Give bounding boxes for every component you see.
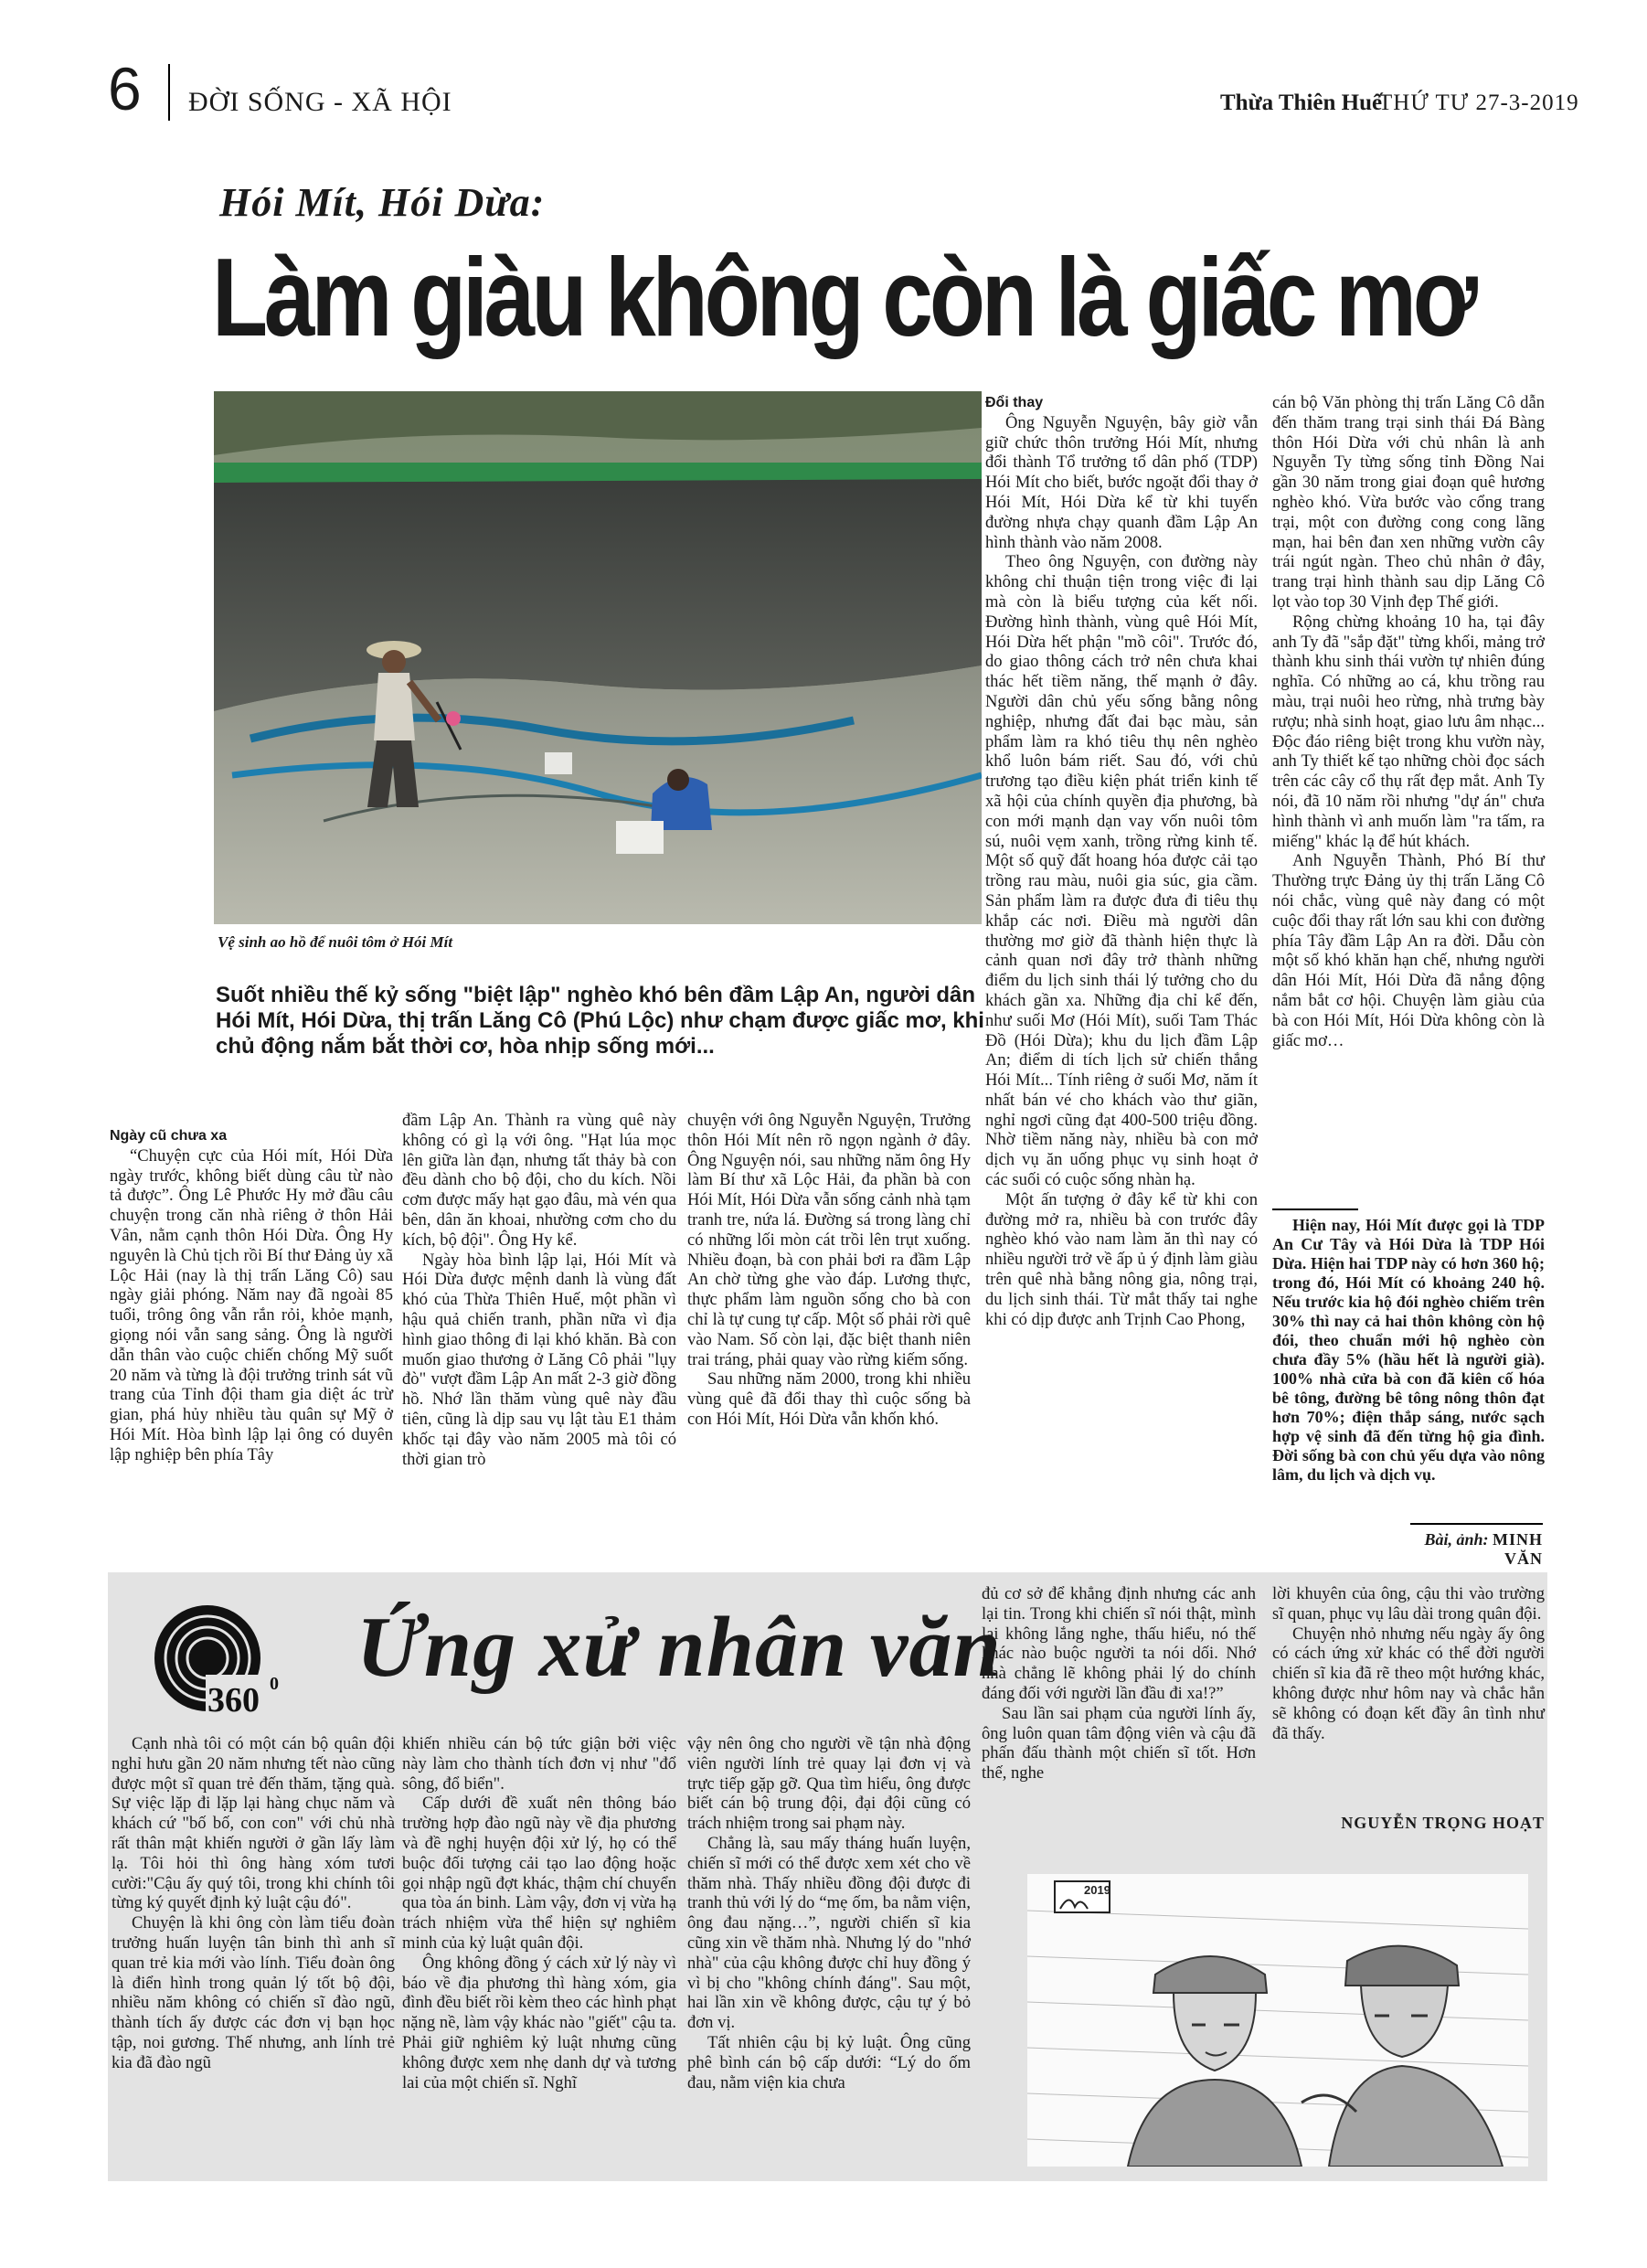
panel-title: Ứng xử nhân văn xyxy=(356,1600,1002,1695)
article-column-5 xyxy=(1272,393,1545,1050)
paragraph: khiến nhiều cán bộ tức giận bởi việc này làm cho thành tích đơn vị như "đổ sông, đổ biển". xyxy=(402,1734,676,1794)
article-photo xyxy=(214,391,982,924)
soldiers-illustration xyxy=(1027,1874,1528,2167)
paragraph: Chuyện nhỏ nhưng nếu ngày ấy ông có cách ứng xử khác có thể đời người chiến sĩ kia đã rẽ theo một hướng khác, không được như hôm nay và chắc hẳn sẽ không có đoạn kết đầy ân tình như đã thấy. xyxy=(1272,1624,1545,1743)
panel-column-3 xyxy=(687,1734,971,2092)
paragraph: Anh Nguyễn Thành, Phó Bí thư Thường trực Đảng ủy thị trấn Lăng Cô nói chắc, vùng quê này đang có một cuộc đổi thay rất lớn sau khi con đường phía Tây đầm Lập An ra đời. Dẫu còn một số khó khăn hạn chế, nhưng người dân Hói Mít, Hói Dừa đã nắng động nắm bắt cơ hội. Chuyện làm giàu của bà con Hói Mít, Hói Dừa không còn là giấc mơ… xyxy=(1272,851,1545,1050)
header-divider xyxy=(168,64,170,121)
paragraph: đầm Lập An. Thành ra vùng quê này không có gì lạ với ông. "Hạt lúa mọc lên giữa làn đạn, nhưng tất thảy bà con đều dành cho bộ đội, cho du kích. Nồi cơm được mấy hạt gạo đâu, mà vén qua bên, dân ăn khoai, nhường cơm cho du kích, bộ đội". Ông Hy kể. xyxy=(402,1111,676,1250)
article-byline xyxy=(1382,1530,1543,1569)
paragraph: Sau lần sai phạm của người lính ấy, ông luôn quan tâm động viên và cậu đã phấn đấu thành một chiến sĩ tốt. Hơn thế, nghe xyxy=(982,1703,1256,1784)
panel-column-1 xyxy=(112,1734,395,2073)
shrimp-pond-photo xyxy=(214,391,982,924)
subhead-doi-thay: Đổi thay xyxy=(985,395,1044,410)
byline-divider xyxy=(1410,1523,1543,1525)
newspaper-name: Thừa Thiên Huế xyxy=(1220,91,1383,115)
paragraph: Theo ông Nguyện, con đường này không chỉ thuận tiện trong việc đi lại mà còn là biểu tượng của kết nối. Đường hình thành, vùng quê Hói Mít, Hói Dừa hết phận "mồ côi". Trước đó, do giao thông cách trở nên chưa khai thác hết tiềm năng, thế mạnh ở đây. Người dân chủ yếu sống bằng nông nghiệp, nhưng đất đai bạc màu, sản phẩm làm ra khó tiêu thụ nên nghèo khổ luôn bám riết. Sau đó, với chủ trương tạo điều kiện phát triển kinh tế xã hội của chính quyền địa phương, bà con mới mạnh dạn vay vốn nuôi tôm sú, nuôi vẹm xanh, trồng rừng kinh tế. Một số quỹ đất hoang hóa được cải tạo trồng rau màu, nuôi gia súc, gia cầm. Sản phẩm làm ra được đưa đi tiêu thụ khắp các nơi. Điều mà người dân thường mơ giờ đã thành hiện thực là cảnh quan nơi đây trở thành những điểm du lịch sinh thái lý tưởng cho du khách gần xa. Những địa chỉ kể đến, như suối Mơ (Hói Mít), suối Tam Thác Đồ (Hói Dừa); khu du lịch đầm Lập An; điểm di tích lịch sử chiến thắng Hói Mít... Tính riêng ở suối Mơ, năm ít nhất bán vé cho khách vào thư giãn, nghỉ ngơi cũng đạt 400-500 triệu đồng. Nhờ tiềm năng này, nhiều bà con mở dịch vụ ăn uống phục vụ sinh hoạt ở các suối có cuộc sống nhàn hạ. xyxy=(985,552,1258,1190)
article-column-3 xyxy=(687,1111,971,1430)
paragraph: Rộng chừng khoảng 10 ha, tại đây anh Ty đã "sắp đặt" từng khối, mảng trở thành khu sinh thái vườn tự nhiên đúng nghĩa. Có những ao cá, khu trồng rau màu, trại nuôi heo rừng, nhà trưng bày rượu; nhà sinh hoạt, giao lưu âm nhạc... Độc đáo riêng biệt trong khu vườn này, anh Ty thiết kế tạo những chòi đọc sách trên các cây cổ thụ rất đẹp mắt. Anh Ty nói, đã 10 năm rồi nhưng "dự án" chưa hình thành vì anh muốn làm "ra tấm, ra miếng" khác lạ để hút khách. xyxy=(1272,612,1545,851)
section-title: ĐỜI SỐNG - XÃ HỘI xyxy=(188,87,452,117)
paragraph: Ngày hòa bình lập lại, Hói Mít và Hói Dừa được mệnh danh là vùng đất khó của Thừa Thiên Huế, một phần vì hậu quả chiến tranh, phần nữa vì địa hình giao thông đi lại khó khăn. Bà con muốn giao thương ở Lăng Cô phải "lụy đò" vượt đầm Lập An mất 2-3 giờ đồng hồ. Nhớ lần thăm vùng quê này đầu tiên, cũng là dịp sau vụ lật tàu E1 thảm khốc tại đây vào năm 2005 mà tôi có thời gian trò xyxy=(402,1250,676,1469)
paragraph: vậy nên ông cho người về tận nhà động viên người lính trẻ quay lại đơn vị và trực tiếp gặp gỡ. Qua tìm hiểu, ông được biết cán bộ trung đội, đại đội cũng có trách nhiệm trong sai phạm này. xyxy=(687,1734,971,1834)
article-kicker: Hói Mít, Hói Dừa: xyxy=(219,180,546,225)
boxed-note xyxy=(1272,1216,1545,1485)
paragraph: Chuyện là khi ông còn làm tiểu đoàn trưởng huấn luyện tân binh thì anh sĩ quan trẻ kia mới vào lính. Tiểu đoàn ông là điển hình trong quản lý tốt bộ đội, nhiều năm không có chiến sĩ đào ngũ, thành tích ấy được các đơn vị bạn học tập, noi gương. Thế nhưng, anh lính trẻ kia đã đào ngũ xyxy=(112,1913,395,2072)
paragraph: lời khuyên của ông, cậu thi vào trường sĩ quan, phục vụ lâu dài trong quân đội. xyxy=(1272,1584,1545,1624)
article-lead: Suốt nhiều thế kỷ sống "biệt lập" nghèo khó bên đầm Lập An, người dân Hói Mít, Hói Dừa, thị trấn Lăng Cô (Phú Lộc) như chạm được giấc mơ, khi chủ động nắm bắt thời cơ, hòa nhịp sống mới... xyxy=(216,983,984,1059)
paragraph: đủ cơ sở để khẳng định nhưng các anh lại tin. Trong khi chiến sĩ nói thật, mình lại không lắng nghe, thấu hiểu, nó thế khác nào buộc người ta nói dối. Nhớ nhà chẳng lẽ không phải lý do chính đáng đối với người lần đầu đi xa!?” xyxy=(982,1584,1256,1703)
paragraph: chuyện với ông Nguyễn Nguyện, Trưởng thôn Hói Mít nên rõ ngọn ngành ở đây. Ông Nguyện nói, sau những năm ông Hy làm Bí thư xã Lộc Hải, đa phần bà con Hói Mít, Hói Dừa vẫn sống cảnh nhà tạm tranh tre, nứa lá. Đường sá trong làng chỉ có những lối mòn cát trồi lên trụt xuống. Nhiều đoạn, bà con phải bơi ra đầm Lập An chờ từng ghe vào đáp. Lương thực, thực phẩm làm nguồn sống cho bà con chỉ là tự cung tự cấp. Một số phải rời quê vào Nam. Số còn lại, đặc biệt thanh niên trai tráng, phải quay vào rừng kiếm sống. xyxy=(687,1111,971,1369)
panel-column-4 xyxy=(982,1584,1256,1784)
byline-author: MINH VĂN xyxy=(1493,1530,1543,1568)
subhead-ngay-cu: Ngày cũ chưa xa xyxy=(110,1128,228,1144)
page-number: 6 xyxy=(108,55,142,122)
illustration-year: 2019 xyxy=(1084,1883,1110,1897)
photo-caption: Vệ sinh ao hồ để nuôi tôm ở Hói Mít xyxy=(218,933,453,951)
paragraph: Chẳng là, sau mấy tháng huấn luyện, chiến sĩ mới có thể được xem xét cho về thăm nhà. Thấy nhiều đồng đội được đi tranh thủ với lý do “mẹ ốm, ba nằm viện, ông đau nặng…”, người chiến sĩ kia cũng xin về thăm nhà. Nhưng lý do "nhớ nhà" của cậu không được chỉ huy đồng ý vì bị cho "không chính đáng". Sau một, hai lần xin về không được, cậu tự ý bỏ đơn vị. xyxy=(687,1833,971,2033)
paragraph: Tất nhiên cậu bị kỷ luật. Ông cũng phê bình cán bộ cấp dưới: “Lý do ốm đau, nằm viện kia chưa xyxy=(687,2032,971,2092)
article-column-2 xyxy=(402,1111,676,1469)
paragraph: Cấp dưới đề xuất nên thông báo trường hợp đào ngũ này về địa phương và đề nghị huyện đội xử lý, họ có thể buộc đối tượng cải tạo lao động hoặc gọi nhập ngũ đợt khác, thậm chí chuyển qua tòa án binh. Làm vậy, đơn vị vừa hạ trách nhiệm vừa thể hiện sự nghiêm minh của kỷ luật quân đội. xyxy=(402,1794,676,1953)
logo-superscript: 0 xyxy=(270,1674,279,1694)
paragraph: Ông Nguyễn Nguyện, bây giờ vẫn giữ chức thôn trưởng Hói Mít, nhưng đổi thành Tổ trưởng tổ dân phố (TDP) Hói Mít cho biết, bước ngoặt đổi thay ở Hói Mít, Hói Dừa kể từ khi tuyến đường nhựa chạy quanh đầm Lập An hình thành vào năm 2008. xyxy=(985,412,1258,552)
paragraph: Một ấn tượng ở đây kể từ khi con đường mở ra, nhiều bà con trước đây nghèo khó vào nam làm ăn thì nay có nhiều người trở về ấp ủ ý định làm giàu trên quê nhà bằng nông gia, nông trại, du lịch sinh thái. Từ mắt thấy tai nghe khi có dịp được anh Trịnh Cao Phong, xyxy=(985,1189,1258,1329)
paragraph: Hiện nay, Hói Mít được gọi là TDP An Cư Tây và Hói Dừa là TDP Hói Dừa. Hiện hai TDP này có hơn 360 hộ; trong đó, Hói Mít có khoảng 240 hộ. Nếu trước kia hộ đói nghèo chiếm trên 30% thì nay cả hai thôn không còn hộ đói, theo chuẩn mới hộ nghèo còn chưa đầy 5% (hầu hết là người già). 100% nhà cửa bà con đã kiên cố hóa bê tông, đường bê tông nông thôn đạt hơn 70%; điện thắp sáng, nước sạch hợp vệ sinh đã đến từng hộ gia đình. Đời sống bà con chủ yếu dựa vào nông lâm, du lịch và dịch vụ. xyxy=(1272,1216,1545,1484)
paragraph: cán bộ Văn phòng thị trấn Lăng Cô dẫn đến thăm trang trại sinh thái Đá Bàng thôn Hói Dừa với chủ nhân là anh Nguyễn Ty từng sống tỉnh Đồng Nai gần 30 năm trong giai đoạn quê hương nghèo khó. Vừa bước vào cổng trang trại, một con đường cong cong lãng mạn, hai bên đan xen những vườn cây trái ngút ngàn. Theo chủ nhân ở đây, trang trại hình thành sau dịp Lăng Cô lọt vào top 30 Vịnh đẹp Thế giới. xyxy=(1272,393,1545,612)
panel-column-2 xyxy=(402,1734,676,2092)
article-column-4 xyxy=(985,393,1258,1329)
paragraph: “Chuyện cực của Hói mít, Hói Dừa ngày trước, không biết dùng câu từ nào tả được”. Ông Lê Phước Hy mở đầu câu chuyện trong căn nhà riêng ở thôn Hải Vân, nằm cạnh thôn Hói Dừa. Ông Hy nguyên là Chủ tịch rồi Bí thư Đảng ủy xã Lộc Hải (nay là thị trấn Lăng Cô) sau ngày giải phóng. Năm nay đã ngoài 85 tuổi, trông ông vẫn rắn rỏi, khỏe mạnh, giọng nói vẫn sang sảng. Ông là người dẫn thân vào cuộc chiến chống Mỹ suốt 20 năm và từng là đội trưởng trinh sát vũ trang của Tỉnh đội tham gia diệt ác trừ gian, phá hủy nhiều tàu quân sự Mỹ ở Hói Mít. Hòa bình lập lại ông có duyên lập nghiệp bên phía Tây xyxy=(110,1145,393,1464)
article-headline: Làm giàu không còn là giấc mơ xyxy=(212,235,1474,359)
logo-text: 360 xyxy=(207,1681,260,1720)
note-divider xyxy=(1272,1209,1358,1210)
paragraph: Cạnh nhà tôi có một cán bộ quân đội nghỉ hưu gần 20 năm nhưng tết nào cũng được một sĩ quan trẻ đến thăm, tặng quà. Sự việc lặp đi lặp lại hàng chục năm và khách cứ "bố bố, con con" với chủ nhà rất thân mật khiến người ở gần lấy làm lạ. Tôi hỏi thì ông hàng xóm tươi cười:"Cậu ấy quý tôi, trong khi chính tôi từng ký quyết định kỷ luật cậu đó". xyxy=(112,1734,395,1913)
byline-prefix: Bài, ảnh: xyxy=(1424,1530,1489,1549)
paragraph: Ông không đồng ý cách xử lý này vì báo về địa phương thì hàng xóm, gia đình đều biết rồi kèm theo các hình phạt nặng nề, làm vậy khác nào "giết" cậu ta. Phải giữ nghiêm kỷ luật nhưng cũng không được xem nhẹ danh dự và tương lai của một chiến sĩ. Nghĩ xyxy=(402,1953,676,2092)
paragraph: Sau những năm 2000, trong khi nhiều vùng quê đã đổi thay thì cuộc sống bà con Hói Mít, Hói Dừa vẫn khốn khó. xyxy=(687,1369,971,1429)
article-column-1 xyxy=(110,1126,393,1465)
panel-column-5 xyxy=(1272,1584,1545,1743)
panel-byline: NGUYỄN TRỌNG HOẠT xyxy=(1341,1814,1545,1832)
logo-360-icon xyxy=(151,1598,286,1726)
issue-date: THỨ TƯ 27-3-2019 xyxy=(1378,91,1579,115)
